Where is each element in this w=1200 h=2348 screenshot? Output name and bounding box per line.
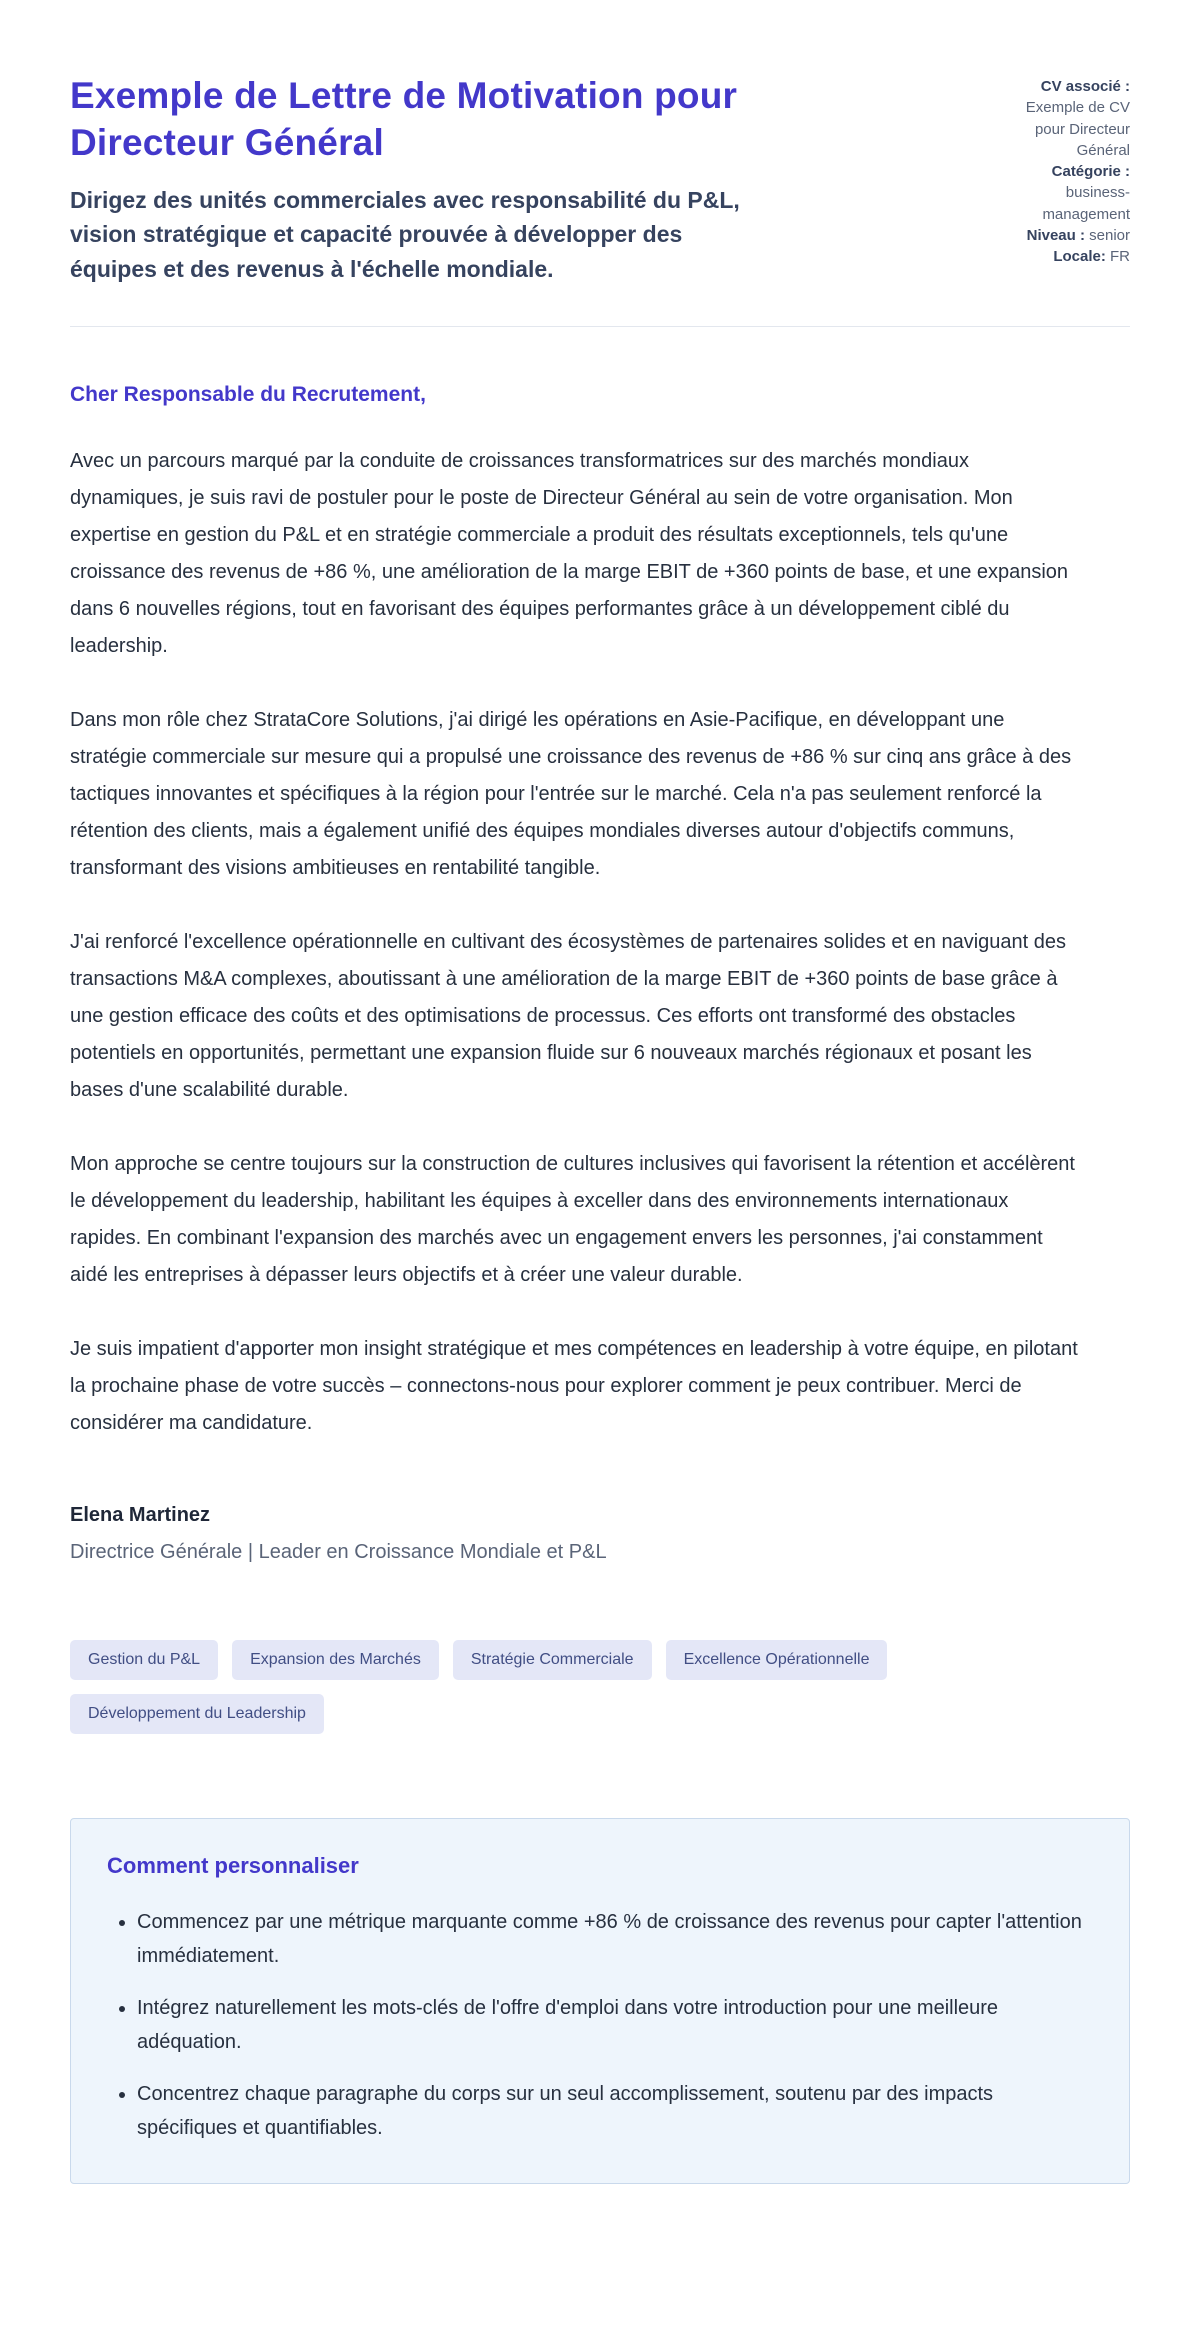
letter-paragraph: Je suis impatient d'apporter mon insight stratégique et mes compétences en leadership à votre équipe, en pilotant la prochaine phase de votre succès – connectons-nous pour explorer comment je peux contribuer. Merci de considérer ma candidature. xyxy=(70,1338,1078,1435)
skill-tag: Expansion des Marchés xyxy=(232,1640,439,1680)
meta-value: Exemple de CV pour Directeur Général xyxy=(1025,99,1130,159)
skill-tag: Excellence Opérationnelle xyxy=(666,1640,888,1680)
skill-tags xyxy=(70,1640,990,1734)
meta-entry-level xyxy=(1010,225,1130,246)
meta-label: Locale: xyxy=(1053,248,1106,266)
skill-tag: Gestion du P&L xyxy=(70,1640,218,1680)
meta-entry-category xyxy=(1010,161,1130,225)
meta-value: FR xyxy=(1110,248,1130,266)
meta-entry-cv xyxy=(1010,76,1130,161)
meta-value: business-management xyxy=(1042,184,1130,223)
letter-paragraph: J'ai renforcé l'excellence opérationnelle en cultivant des écosystèmes de partenaires solides et en naviguant des transactions M&A complexes, aboutissant à une amélioration de la marge EBIT de +360 points de base grâce à une gestion efficace des coûts et des optimisations de processus. Ces efforts ont transformé des obstacles potentiels en opportunités, permettant une expansion fluide sur 6 nouveaux marchés régionaux et posant les bases d'une scalabilité durable. xyxy=(70,931,1067,1102)
meta-value: senior xyxy=(1089,227,1130,245)
customization-tips-box xyxy=(70,1818,1130,2184)
signature-name: Elena Martinez xyxy=(70,1504,211,1527)
skill-tag: Stratégie Commerciale xyxy=(453,1640,652,1680)
signature-title: Directrice Générale | Leader en Croissance Mondiale et P&L xyxy=(70,1541,607,1564)
meta-label: CV associé : xyxy=(1040,78,1130,95)
tip-item: • Commencez par une métrique marquante comme +86 % de croissance des revenus pour capter l'attention immédiatement. xyxy=(137,1905,1093,1973)
page-title: Exemple de Lettre de Motivation pour Directeur Général xyxy=(70,75,738,164)
tip-item: • Concentrez chaque paragraphe du corps sur un seul accomplissement, soutenu par des impacts spécifiques et quantifiables. xyxy=(137,2077,1093,2145)
letter-paragraph: Avec un parcours marqué par la conduite de croissances transformatrices sur des marchés mondiaux dynamiques, je suis ravi de postuler pour le poste de Directeur Général au sein de votre organisation. Mon expertise en gestion du P&L et en stratégie commerciale a produit des résultats exceptionnels, tels qu'une croissance des revenus de +86 %, une amélioration de la marge EBIT de +360 points de base, et une expansion dans 6 nouvelles régions, tout en favorisant des équipes performantes grâce à un développement ciblé du leadership. xyxy=(70,450,1069,658)
tips-list xyxy=(107,1905,1093,2145)
letter-body xyxy=(70,383,1130,2184)
tip-item: • Intégrez naturellement les mots-clés de l'offre d'emploi dans votre introduction pour une meilleure adéquation. xyxy=(137,1991,1093,2059)
meta-entry-locale xyxy=(1010,246,1130,267)
letter-greeting: Cher Responsable du Recrutement, xyxy=(70,383,426,407)
meta-label: Niveau : xyxy=(1026,227,1085,245)
header-left xyxy=(70,72,980,286)
header xyxy=(70,72,1130,286)
tips-title: Comment personnaliser xyxy=(107,1853,359,1879)
skill-tag: Développement du Leadership xyxy=(70,1694,324,1734)
meta-panel xyxy=(1010,72,1130,268)
letter-paragraph: Mon approche se centre toujours sur la construction de cultures inclusives qui favorisent la rétention et accélèrent le développement du leadership, habilitant les équipes à exceller dans des environnements internationaux rapides. En combinant l'expansion des marchés avec un engagement envers les personnes, j'ai constamment aidé les entreprises à dépasser leurs objectifs et à créer une valeur durable. xyxy=(70,1153,1075,1287)
page-subtitle: Dirigez des unités commerciales avec responsabilité du P&L, vision stratégique et capacité prouvée à développer des équipes et des revenus à l'échelle mondiale. xyxy=(70,186,740,282)
meta-label: Catégorie : xyxy=(1051,163,1130,181)
divider xyxy=(70,326,1130,327)
letter-paragraph: Dans mon rôle chez StrataCore Solutions, j'ai dirigé les opérations en Asie-Pacifique, en développant une stratégie commerciale sur mesure qui a propulsé une croissance des revenus de +86 % sur cinq ans grâce à des tactiques innovantes et spécifiques à la région pour l'entrée sur le marché. Cela n'a pas seulement renforcé la rétention des clients, mais a également unifié des équipes mondiales diverses autour d'objectifs communs, transformant des visions ambitieuses en rentabilité tangible. xyxy=(70,709,1072,880)
